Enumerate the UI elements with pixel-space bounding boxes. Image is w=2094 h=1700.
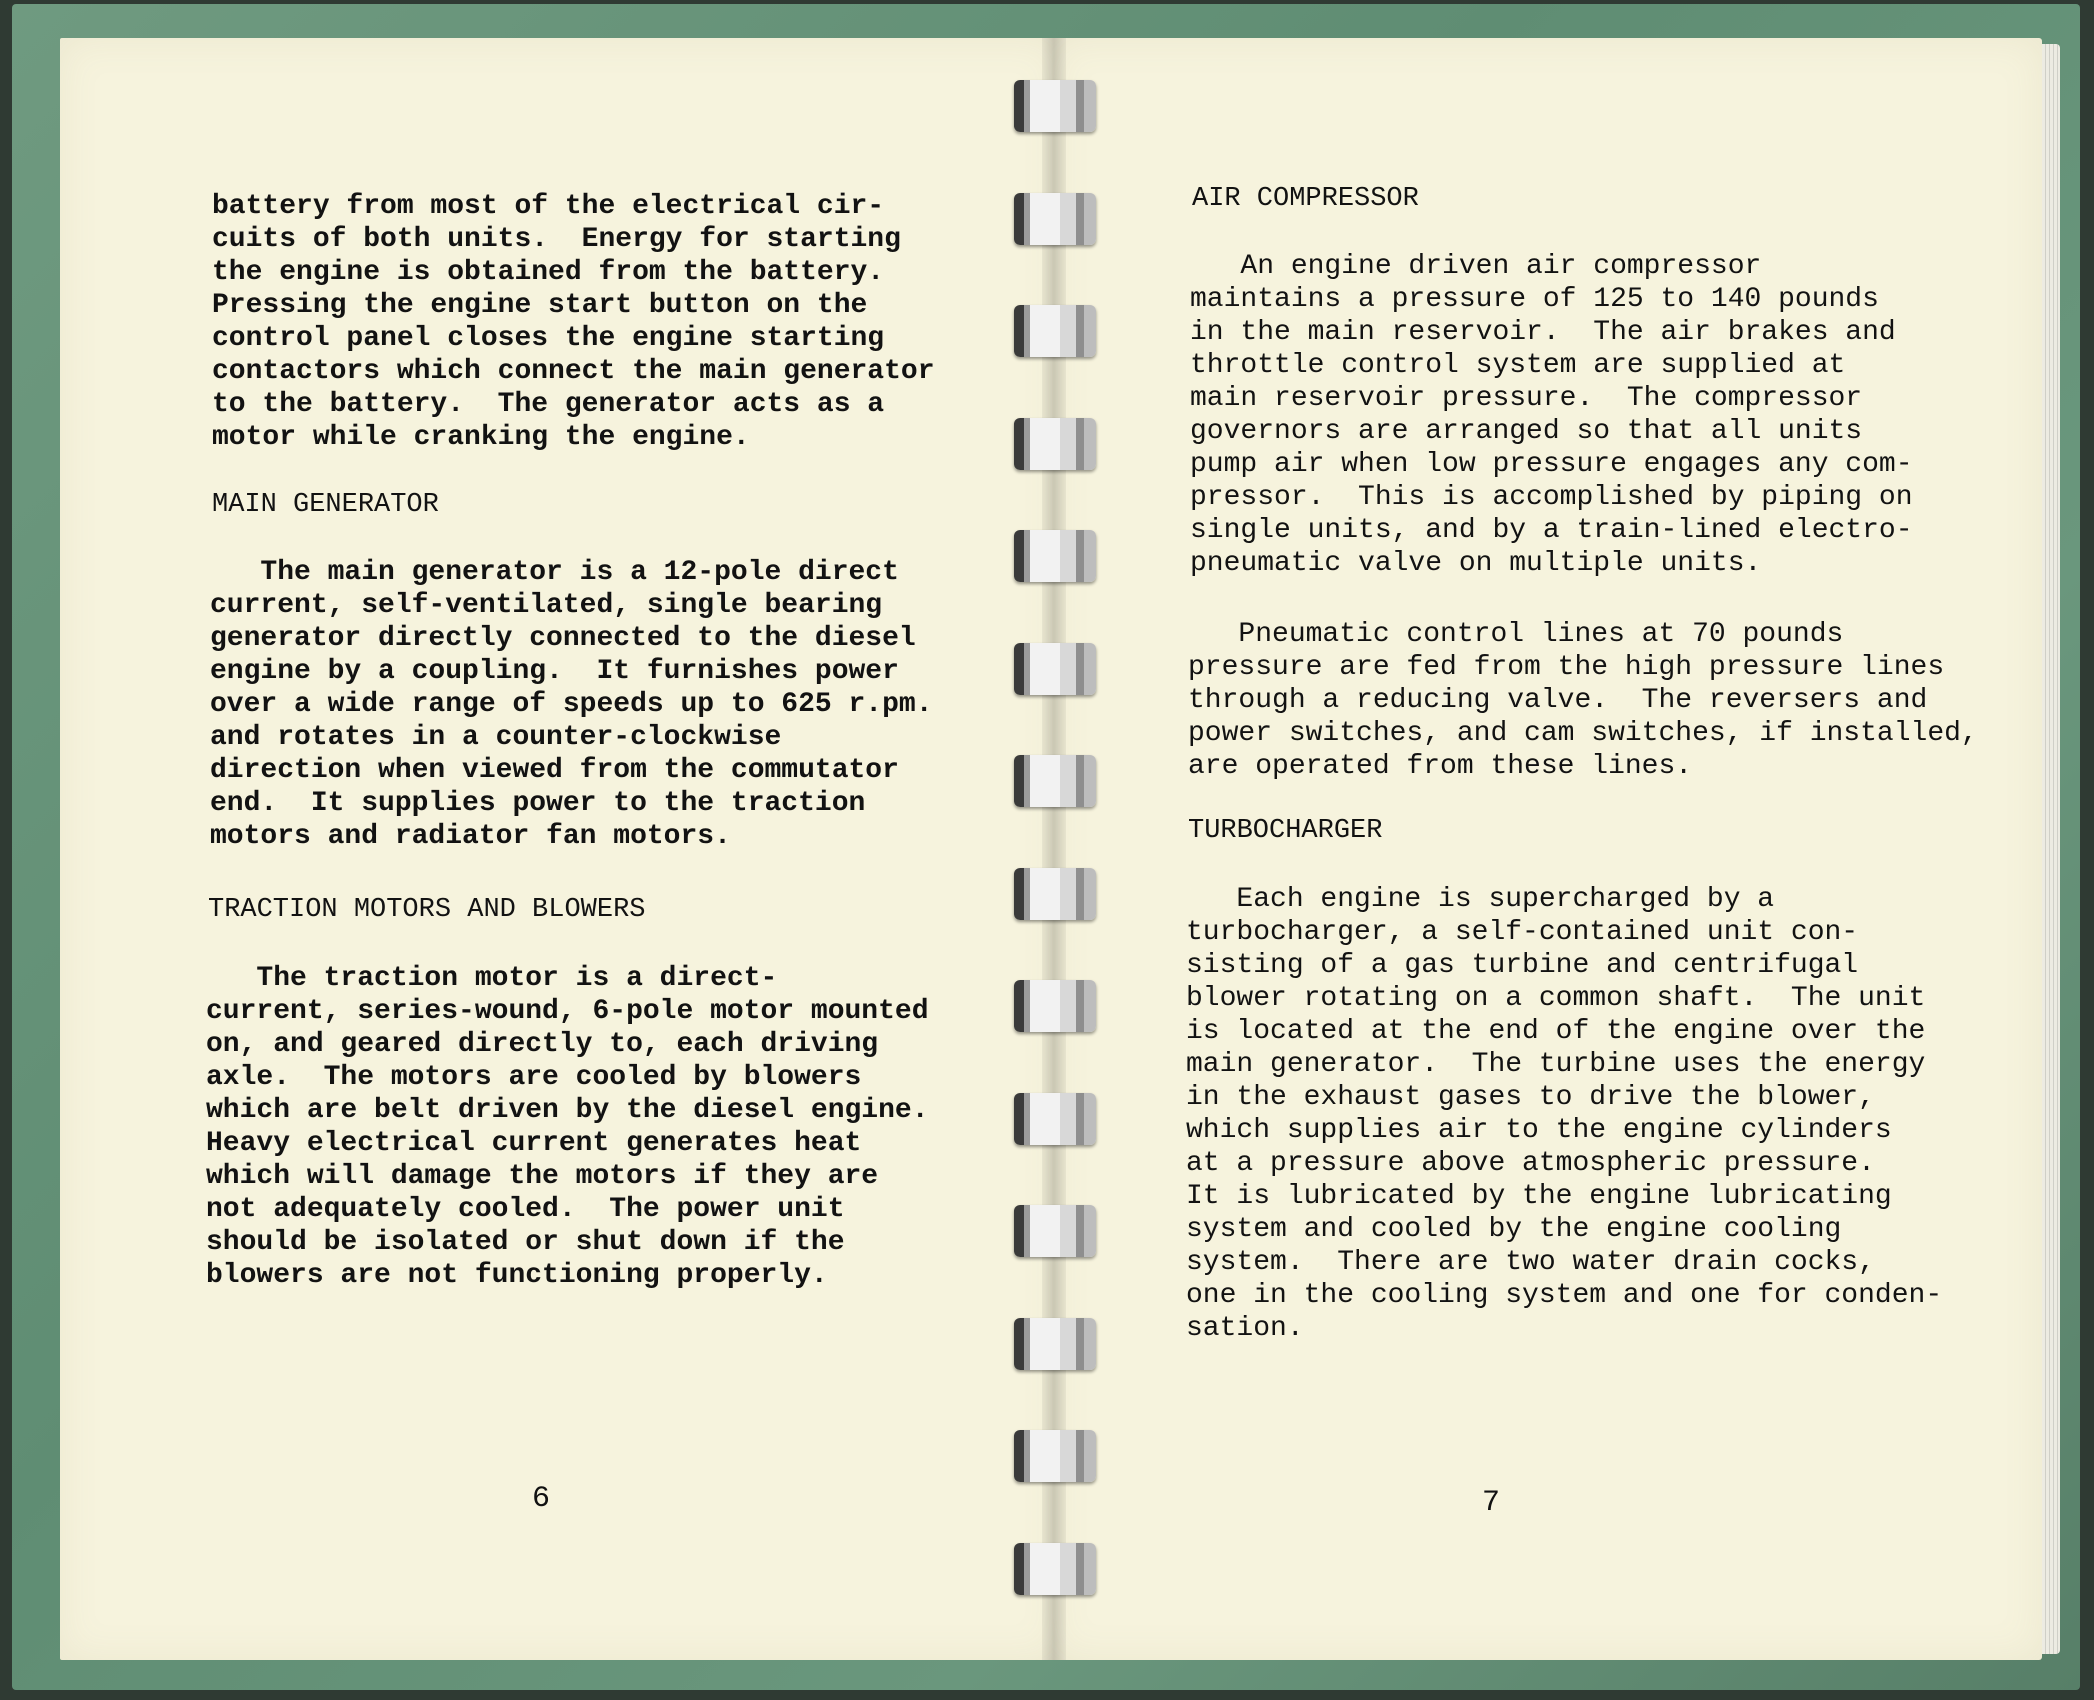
page-stack-edge xyxy=(2042,44,2060,1654)
spiral-coil xyxy=(1014,980,1096,1032)
spiral-coil xyxy=(1014,305,1096,357)
main-generator-paragraph: The main generator is a 12-pole direct current, self-ventilated, single bearing generator directly connected to the diesel engine by a coupling. It furnishes power over a wide range of speeds up to 625 r.pm. and rotates in a counter-clockwise direction when viewed from the commutator end. It supplies power to the traction motors and radiator fan motors. xyxy=(210,557,933,852)
air-compressor-paragraph: An engine driven air compressor maintains a pressure of 125 to 140 pounds in the main reservoir. The air brakes and throttle control system are supplied at main reservoir pressure. The compressor governors are arranged so that all units pump air when low pressure engages any com- pressor. This is accomplished by piping on single units, and by a train-lined electro- pneumatic valve on multiple units. xyxy=(1190,251,1913,579)
spiral-coil xyxy=(1014,193,1096,245)
left-intro-paragraph: battery from most of the electrical cir- cuits of both units. Energy for starting the engine is obtained from the battery. Pressing the engine start button on the control panel closes the engine starting contactors which connect the main generator to the battery. The generator acts as a motor while cranking the engine. xyxy=(212,191,935,453)
traction-motors-paragraph: The traction motor is a direct- current, series-wound, 6-pole motor mounted on, and geared directly to, each driving axle. The motors are cooled by blowers which are belt driven by the diesel engine. Heavy electrical current generates heat which will damage the motors if they are not adequately cooled. The power unit should be isolated or shut down if the blowers are not functioning properly. xyxy=(206,963,929,1291)
spiral-coil xyxy=(1014,755,1096,807)
spiral-coil xyxy=(1014,1093,1096,1145)
pneumatic-control-paragraph: Pneumatic control lines at 70 pounds pressure are fed from the high pressure lines through a reducing valve. The reversers and power switches, and cam switches, if installed, are operated from these lines. xyxy=(1188,619,1978,782)
traction-motors-heading: TRACTION MOTORS AND BLOWERS xyxy=(208,895,646,925)
spiral-coil xyxy=(1014,643,1096,695)
spiral-coil xyxy=(1014,868,1096,920)
spiral-coil xyxy=(1014,530,1096,582)
right-page xyxy=(1052,38,2042,1660)
turbocharger-paragraph: Each engine is supercharged by a turbocharger, a self-contained unit con- sisting of a gas turbine and centrifugal blower rotating on a common shaft. The unit is located at the end of the engine over the main generator. The turbine uses the energy in the exhaust gases to drive the blower, which supplies air to the engine cylinders at a pressure above atmospheric pressure. It is lubricated by the engine lubricating system and cooled by the engine cooling system. There are two water drain cocks, one in the cooling system and one for conden- sation. xyxy=(1186,884,1943,1344)
binding-gutter xyxy=(1042,38,1066,1660)
right-page-number: 7 xyxy=(1482,1486,1501,1520)
spiral-coil xyxy=(1014,1430,1096,1482)
spiral-coil xyxy=(1014,1543,1096,1595)
main-generator-heading: MAIN GENERATOR xyxy=(212,490,439,520)
spiral-coil xyxy=(1014,80,1096,132)
spiral-coil xyxy=(1014,1205,1096,1257)
turbocharger-heading: TURBOCHARGER xyxy=(1188,816,1383,846)
air-compressor-heading: AIR COMPRESSOR xyxy=(1192,184,1419,214)
left-page-number: 6 xyxy=(532,1482,551,1516)
spiral-coil xyxy=(1014,1318,1096,1370)
left-page xyxy=(60,38,1060,1660)
spiral-coil xyxy=(1014,418,1096,470)
